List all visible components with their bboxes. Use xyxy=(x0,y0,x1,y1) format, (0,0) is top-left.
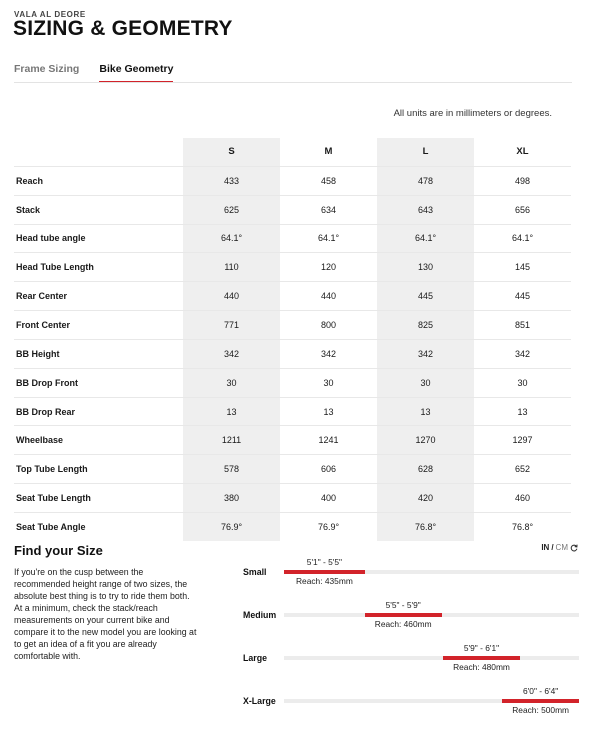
table-cell-s: 433 xyxy=(183,166,280,195)
table-cell-m: 30 xyxy=(280,368,377,397)
column-header-m: M xyxy=(280,138,377,166)
table-cell-l: 478 xyxy=(377,166,474,195)
find-size-title: Find your Size xyxy=(14,543,103,558)
height-range-bar xyxy=(284,570,365,574)
tab-bike-geometry[interactable]: Bike Geometry xyxy=(99,63,173,83)
size-label: Large xyxy=(243,653,267,663)
table-cell-xl: 342 xyxy=(474,339,571,368)
row-label: Wheelbase xyxy=(14,426,183,455)
table-cell-xl: 460 xyxy=(474,484,571,513)
table-cell-s: 30 xyxy=(183,368,280,397)
tab-bar xyxy=(14,63,193,83)
size-track xyxy=(284,570,579,574)
table-row xyxy=(14,339,571,368)
table-cell-m: 1241 xyxy=(280,426,377,455)
table-cell-xl: 13 xyxy=(474,397,571,426)
row-label: Seat Tube Length xyxy=(14,484,183,513)
size-track xyxy=(284,613,579,617)
size-track xyxy=(284,656,579,660)
table-cell-xl: 851 xyxy=(474,311,571,340)
table-cell-s: 342 xyxy=(183,339,280,368)
tab-frame-sizing[interactable]: Frame Sizing xyxy=(14,63,80,75)
table-cell-xl: 76.8° xyxy=(511,521,534,532)
table-row xyxy=(14,426,571,455)
height-range-label: 6'0" - 6'4" xyxy=(523,686,559,696)
table-cell-m: 800 xyxy=(280,311,377,340)
table-cell-s: 64.1° xyxy=(183,224,280,253)
size-row xyxy=(241,643,579,686)
table-cell-s: 380 xyxy=(183,484,280,513)
unit-in-label: IN xyxy=(541,543,550,552)
table-cell-xl: 64.1° xyxy=(474,224,571,253)
column-header-s: S xyxy=(183,138,280,166)
reach-label: Reach: 500mm xyxy=(512,705,570,715)
table-header-row xyxy=(14,138,571,166)
table-cell-m: 440 xyxy=(280,282,377,311)
reach-label: Reach: 435mm xyxy=(296,576,353,586)
table-row xyxy=(14,195,571,224)
table-cell-s: 625 xyxy=(183,195,280,224)
table-cell-l: 628 xyxy=(377,455,474,484)
table-cell-l: 420 xyxy=(377,484,474,513)
table-row xyxy=(14,311,571,340)
unit-separator: / xyxy=(551,543,554,552)
row-label: Front Center xyxy=(14,311,183,340)
table-cell-m: 76.9° xyxy=(317,521,340,532)
column-header-xl: XL xyxy=(474,138,571,166)
size-track xyxy=(284,699,579,703)
size-row xyxy=(241,600,579,643)
table-cell-xl: 498 xyxy=(474,166,571,195)
row-label: Seat Tube Angle xyxy=(16,521,86,532)
tabs-divider xyxy=(14,82,572,83)
table-cell-l: 1270 xyxy=(377,426,474,455)
table-cell-xl: 145 xyxy=(474,253,571,282)
table-cell-s: 110 xyxy=(183,253,280,282)
page-title: SIZING & GEOMETRY xyxy=(13,17,233,40)
row-label: Rear Center xyxy=(14,282,183,311)
header-spacer xyxy=(14,138,183,166)
table-cell-m: 400 xyxy=(280,484,377,513)
size-label: X-Large xyxy=(243,696,276,706)
table-cell-m: 120 xyxy=(280,253,377,282)
row-label: BB Drop Rear xyxy=(14,397,183,426)
table-cell-m: 634 xyxy=(280,195,377,224)
reach-label: Reach: 460mm xyxy=(374,619,432,629)
row-label: Top Tube Length xyxy=(14,455,183,484)
table-cell-l: 30 xyxy=(377,368,474,397)
row-label: Head Tube Length xyxy=(14,253,183,282)
size-label: Medium xyxy=(243,610,277,620)
table-row xyxy=(14,484,571,513)
table-row xyxy=(14,282,571,311)
row-label: Head tube angle xyxy=(14,224,183,253)
unit-toggle[interactable] xyxy=(541,543,578,552)
table-cell-s: 13 xyxy=(183,397,280,426)
table-row xyxy=(14,397,571,426)
table-cell-m: 342 xyxy=(280,339,377,368)
table-cell-l: 643 xyxy=(377,195,474,224)
brand-eyebrow: VALA AL DEORE xyxy=(14,10,86,19)
row-label: BB Drop Front xyxy=(14,368,183,397)
table-cell-xl: 445 xyxy=(474,282,571,311)
table-cell-xl: 1297 xyxy=(474,426,571,455)
table-row xyxy=(14,166,571,195)
height-range-bar xyxy=(502,699,579,703)
table-cell-xl: 652 xyxy=(474,455,571,484)
height-range-bar xyxy=(443,656,521,660)
height-range-label: 5'5" - 5'9" xyxy=(385,600,421,610)
table-cell-l: 342 xyxy=(377,339,474,368)
table-cell-l: 13 xyxy=(377,397,474,426)
table-cell-s: 1211 xyxy=(183,426,280,455)
table-row xyxy=(14,253,571,282)
height-range-bar xyxy=(365,613,442,617)
table-cell-s: 440 xyxy=(183,282,280,311)
find-size-description: If you're on the cusp between the recommended height range of two sizes, the absolute best thing is to try to ride them both. At a minimum, check the stack/reach measurements on your current bike and compare it to the new model you are looking at to get an idea of a fit you are already comfortable with. xyxy=(14,567,197,662)
column-header-l: L xyxy=(377,138,474,166)
size-row xyxy=(241,557,579,600)
table-cell-m: 13 xyxy=(280,397,377,426)
reach-label: Reach: 480mm xyxy=(453,662,510,672)
table-cell-m: 458 xyxy=(280,166,377,195)
table-cell-m: 64.1° xyxy=(280,224,377,253)
units-note: All units are in millimeters or degrees. xyxy=(393,108,552,119)
table-row xyxy=(14,455,571,484)
table-cell-l: 445 xyxy=(377,282,474,311)
table-row xyxy=(14,512,571,540)
table-cell-l: 76.8° xyxy=(377,512,474,540)
table-cell-s: 771 xyxy=(183,311,280,340)
table-cell-xl: 30 xyxy=(474,368,571,397)
table-row xyxy=(14,224,571,253)
table-cell-l: 64.1° xyxy=(377,224,474,253)
table-cell-xl: 656 xyxy=(474,195,571,224)
refresh-icon xyxy=(570,544,578,552)
size-row xyxy=(241,686,579,729)
row-label: Stack xyxy=(14,195,183,224)
table-row xyxy=(14,368,571,397)
row-label: BB Height xyxy=(14,339,183,368)
table-cell-l: 825 xyxy=(377,311,474,340)
geometry-table xyxy=(14,138,571,541)
table-cell-s: 578 xyxy=(183,455,280,484)
size-label: Small xyxy=(243,567,267,577)
row-label: Reach xyxy=(14,166,183,195)
table-cell-l: 130 xyxy=(377,253,474,282)
height-range-label: 5'1" - 5'5" xyxy=(306,557,343,567)
height-range-label: 5'9" - 6'1" xyxy=(463,643,500,653)
table-cell-s: 76.9° xyxy=(183,512,280,540)
table-cell-m: 606 xyxy=(280,455,377,484)
unit-cm-label: CM xyxy=(555,543,568,552)
